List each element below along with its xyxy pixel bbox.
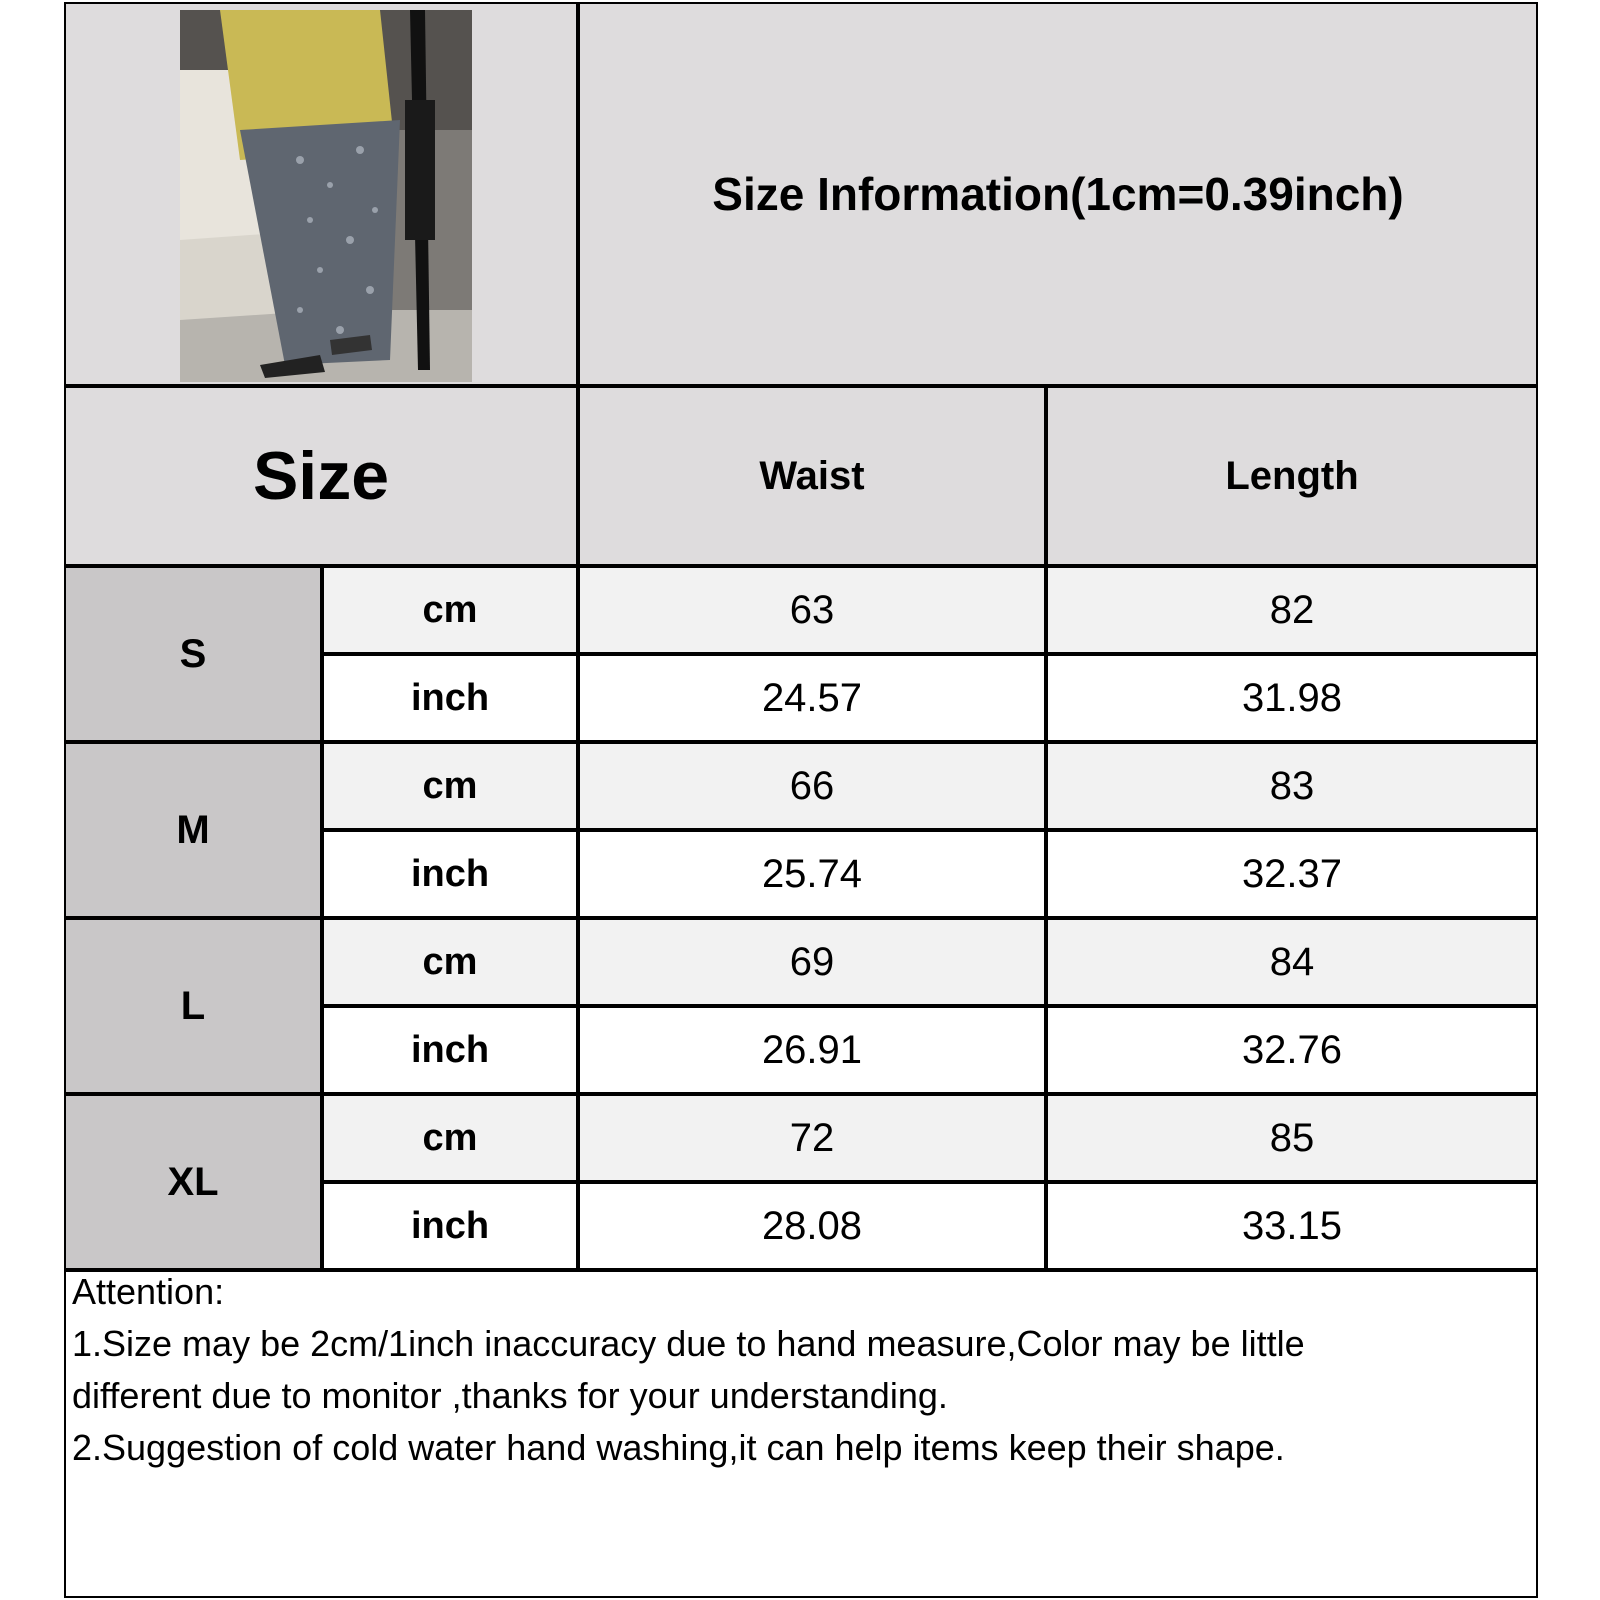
value-cell — [1048, 920, 1536, 1004]
grid-line — [320, 564, 324, 1272]
unit-label: inch — [410, 676, 490, 719]
length-value: 82 — [1269, 587, 1315, 632]
size-label: S — [179, 631, 207, 676]
length-value: 33.15 — [1241, 1203, 1343, 1248]
length-value: 85 — [1269, 1115, 1315, 1160]
waist-value: 63 — [789, 587, 835, 632]
page-title: Size Information(1cm=0.39inch) — [712, 168, 1404, 220]
waist-value: 25.74 — [761, 851, 863, 896]
unit-label: cm — [422, 1116, 478, 1159]
grid-line — [320, 652, 1536, 656]
size-label: M — [176, 807, 210, 852]
unit-label: cm — [422, 764, 478, 807]
waist-value: 69 — [789, 939, 835, 984]
grid-line — [66, 384, 1536, 388]
grid-line — [66, 740, 1536, 744]
value-cell — [1048, 568, 1536, 652]
value-cell — [580, 656, 1044, 740]
grid-line — [1044, 384, 1048, 1272]
size-header: Size — [252, 438, 390, 514]
value-cell — [1048, 1096, 1536, 1180]
waist-header: Waist — [759, 453, 865, 498]
size-label-cell — [66, 744, 320, 916]
notes-line: 2.Suggestion of cold water hand washing,it can help items keep their shape. — [72, 1427, 1285, 1468]
value-cell — [580, 744, 1044, 828]
waist-value: 26.91 — [761, 1027, 863, 1072]
waist-value: 66 — [789, 763, 835, 808]
value-cell — [1048, 1008, 1536, 1092]
size-header-cell — [66, 388, 576, 564]
value-cell — [580, 832, 1044, 916]
grid-line — [66, 1092, 1536, 1096]
unit-cell — [324, 1184, 576, 1268]
waist-value: 28.08 — [761, 1203, 863, 1248]
title-cell — [580, 4, 1536, 384]
length-value: 83 — [1269, 763, 1315, 808]
unit-cell — [324, 744, 576, 828]
value-cell — [580, 1184, 1044, 1268]
unit-cell — [324, 568, 576, 652]
notes-line: 1.Size may be 2cm/1inch inaccuracy due to hand measure,Color may be little — [72, 1323, 1305, 1364]
value-cell — [580, 568, 1044, 652]
size-label: L — [180, 983, 206, 1028]
grid-line — [66, 564, 1536, 568]
length-value: 84 — [1269, 939, 1315, 984]
value-cell — [1048, 832, 1536, 916]
product-photo-image — [180, 10, 472, 382]
value-cell — [580, 1096, 1044, 1180]
attention-notes — [72, 1266, 1522, 1474]
unit-label: inch — [410, 1028, 490, 1071]
unit-cell — [324, 656, 576, 740]
grid-line — [320, 828, 1536, 832]
size-label-cell — [66, 568, 320, 740]
waist-value: 72 — [789, 1115, 835, 1160]
value-cell — [1048, 744, 1536, 828]
grid-line — [576, 4, 580, 1272]
size-label-cell — [66, 1096, 320, 1268]
size-chart — [64, 2, 1538, 1598]
unit-label: inch — [410, 852, 490, 895]
waist-header-cell — [580, 388, 1044, 564]
unit-label: cm — [422, 588, 478, 631]
size-label-cell — [66, 920, 320, 1092]
unit-label: inch — [410, 1204, 490, 1247]
unit-cell — [324, 920, 576, 1004]
unit-cell — [324, 1096, 576, 1180]
size-label: XL — [167, 1159, 219, 1204]
notes-heading: Attention: — [72, 1271, 225, 1312]
length-value: 32.76 — [1241, 1027, 1343, 1072]
unit-label: cm — [422, 940, 478, 983]
value-cell — [1048, 1184, 1536, 1268]
length-value: 32.37 — [1241, 851, 1343, 896]
grid-line — [66, 916, 1536, 920]
notes-line: different due to monitor ,thanks for your understanding. — [72, 1375, 948, 1416]
value-cell — [1048, 656, 1536, 740]
grid-line — [320, 1180, 1536, 1184]
unit-cell — [324, 832, 576, 916]
value-cell — [580, 920, 1044, 1004]
waist-value: 24.57 — [761, 675, 863, 720]
length-header-cell — [1048, 388, 1536, 564]
unit-cell — [324, 1008, 576, 1092]
length-header: Length — [1225, 453, 1359, 498]
photo-cell — [66, 4, 576, 384]
value-cell — [580, 1008, 1044, 1092]
product-photo — [180, 10, 472, 382]
length-value: 31.98 — [1241, 675, 1343, 720]
grid-line — [320, 1004, 1536, 1008]
